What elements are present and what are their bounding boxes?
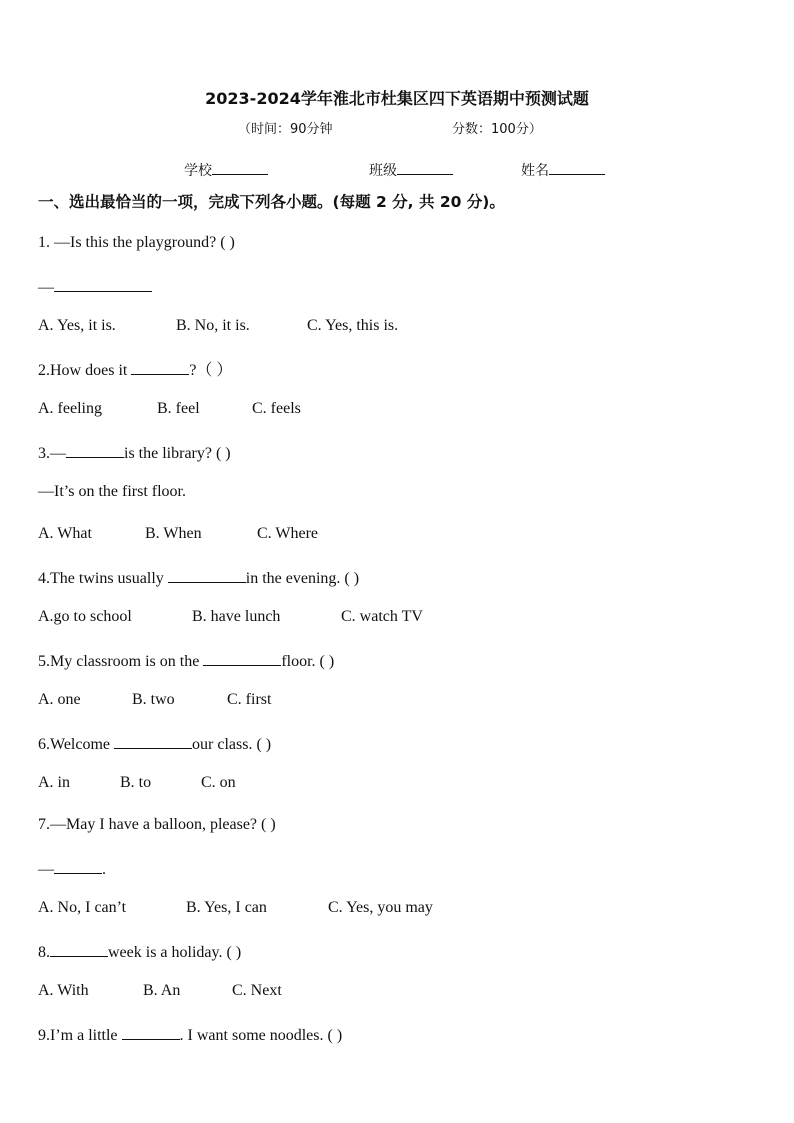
reply-dash: — [38,279,54,296]
reply-dash: — [38,861,54,878]
answer-blank[interactable] [122,1023,180,1040]
question-text: 3.— [38,445,66,462]
option-a[interactable]: A. What [38,525,92,542]
option-c[interactable]: C. Next [232,982,282,999]
question-text-end: . I want some noodles. ( ) [179,1027,343,1044]
question-8 [38,940,241,963]
school-blank[interactable] [212,160,268,175]
option-a[interactable]: A. No, I can’t [38,899,127,916]
question-text: 4.The twins usually [38,570,168,587]
question-text-end: is the library? ( ) [124,445,231,462]
class-label: 班级 [369,163,397,179]
section-heading: 一、选出最恰当的一项，完成下列各小题。(每题 2 分, 共 20 分)。 [38,193,505,211]
question-text-end: week is a holiday. ( ) [108,944,242,961]
question-6 [38,732,271,755]
option-c[interactable]: C. Where [257,525,319,542]
option-a[interactable]: A. one [38,691,81,708]
question-5 [38,649,334,672]
answer-blank[interactable] [203,649,281,666]
option-c[interactable]: C. on [201,774,236,791]
question-text: 8. [38,944,50,961]
exam-time: （时间：90分钟 [238,122,333,137]
answer-blank[interactable] [54,857,102,874]
answer-blank[interactable] [50,940,108,957]
name-label: 姓名 [521,163,549,179]
school-field [184,160,268,180]
question-2 [38,358,232,381]
class-field [369,160,453,180]
answer-blank[interactable] [66,441,124,458]
answer-blank[interactable] [54,275,152,292]
option-a[interactable]: A. in [38,774,70,791]
option-c[interactable]: C. Yes, you may [328,899,433,916]
question-text: 2.How does it [38,362,132,379]
question-text: 5.My classroom is on the [38,653,204,670]
question-text: 9.I’m a little [38,1027,122,1044]
exam-title: 2023-2024学年淮北市杜集区四下英语期中预测试题 [205,89,589,108]
option-b[interactable]: B. to [120,774,152,791]
option-c[interactable]: C. watch TV [341,608,423,625]
class-blank[interactable] [397,160,453,175]
question-1-reply [38,275,152,298]
question-1: 1. —Is this the playground? ( ) [38,234,235,251]
answer-blank[interactable] [168,566,246,583]
question-text-end: our class. ( ) [192,736,272,753]
reply-end: . [102,861,106,878]
question-9 [38,1023,342,1046]
name-blank[interactable] [549,160,605,175]
option-b[interactable]: B. When [145,525,202,542]
option-b[interactable]: B. An [143,982,181,999]
option-c[interactable]: C. Yes, this is. [307,317,399,334]
option-b[interactable]: B. feel [157,400,200,417]
question-text-end: in the evening. ( ) [245,570,360,587]
option-b[interactable]: B. No, it is. [176,317,250,334]
option-c[interactable]: C. feels [252,400,301,417]
question-3-reply: —It’s on the first floor. [38,483,186,500]
option-a[interactable]: A. Yes, it is. [38,317,116,334]
option-a[interactable]: A. feeling [38,400,102,417]
school-label: 学校 [184,163,212,179]
option-b[interactable]: B. Yes, I can [186,899,267,916]
question-text: 6.Welcome [38,736,115,753]
question-3 [38,441,231,464]
option-a[interactable]: A.go to school [38,608,132,625]
question-7-reply [38,857,106,880]
option-a[interactable]: A. With [38,982,89,999]
option-b[interactable]: B. have lunch [192,608,281,625]
exam-score: 分数：100分） [452,122,542,137]
question-4 [38,566,359,589]
option-c[interactable]: C. first [227,691,272,708]
answer-blank[interactable] [114,732,192,749]
question-text-end: floor. ( ) [281,653,335,670]
name-field [521,160,605,180]
question-text-end: ?（ ） [189,362,233,379]
answer-blank[interactable] [131,358,189,375]
question-7: 7.—May I have a balloon, please? ( ) [38,816,276,833]
option-b[interactable]: B. two [132,691,175,708]
